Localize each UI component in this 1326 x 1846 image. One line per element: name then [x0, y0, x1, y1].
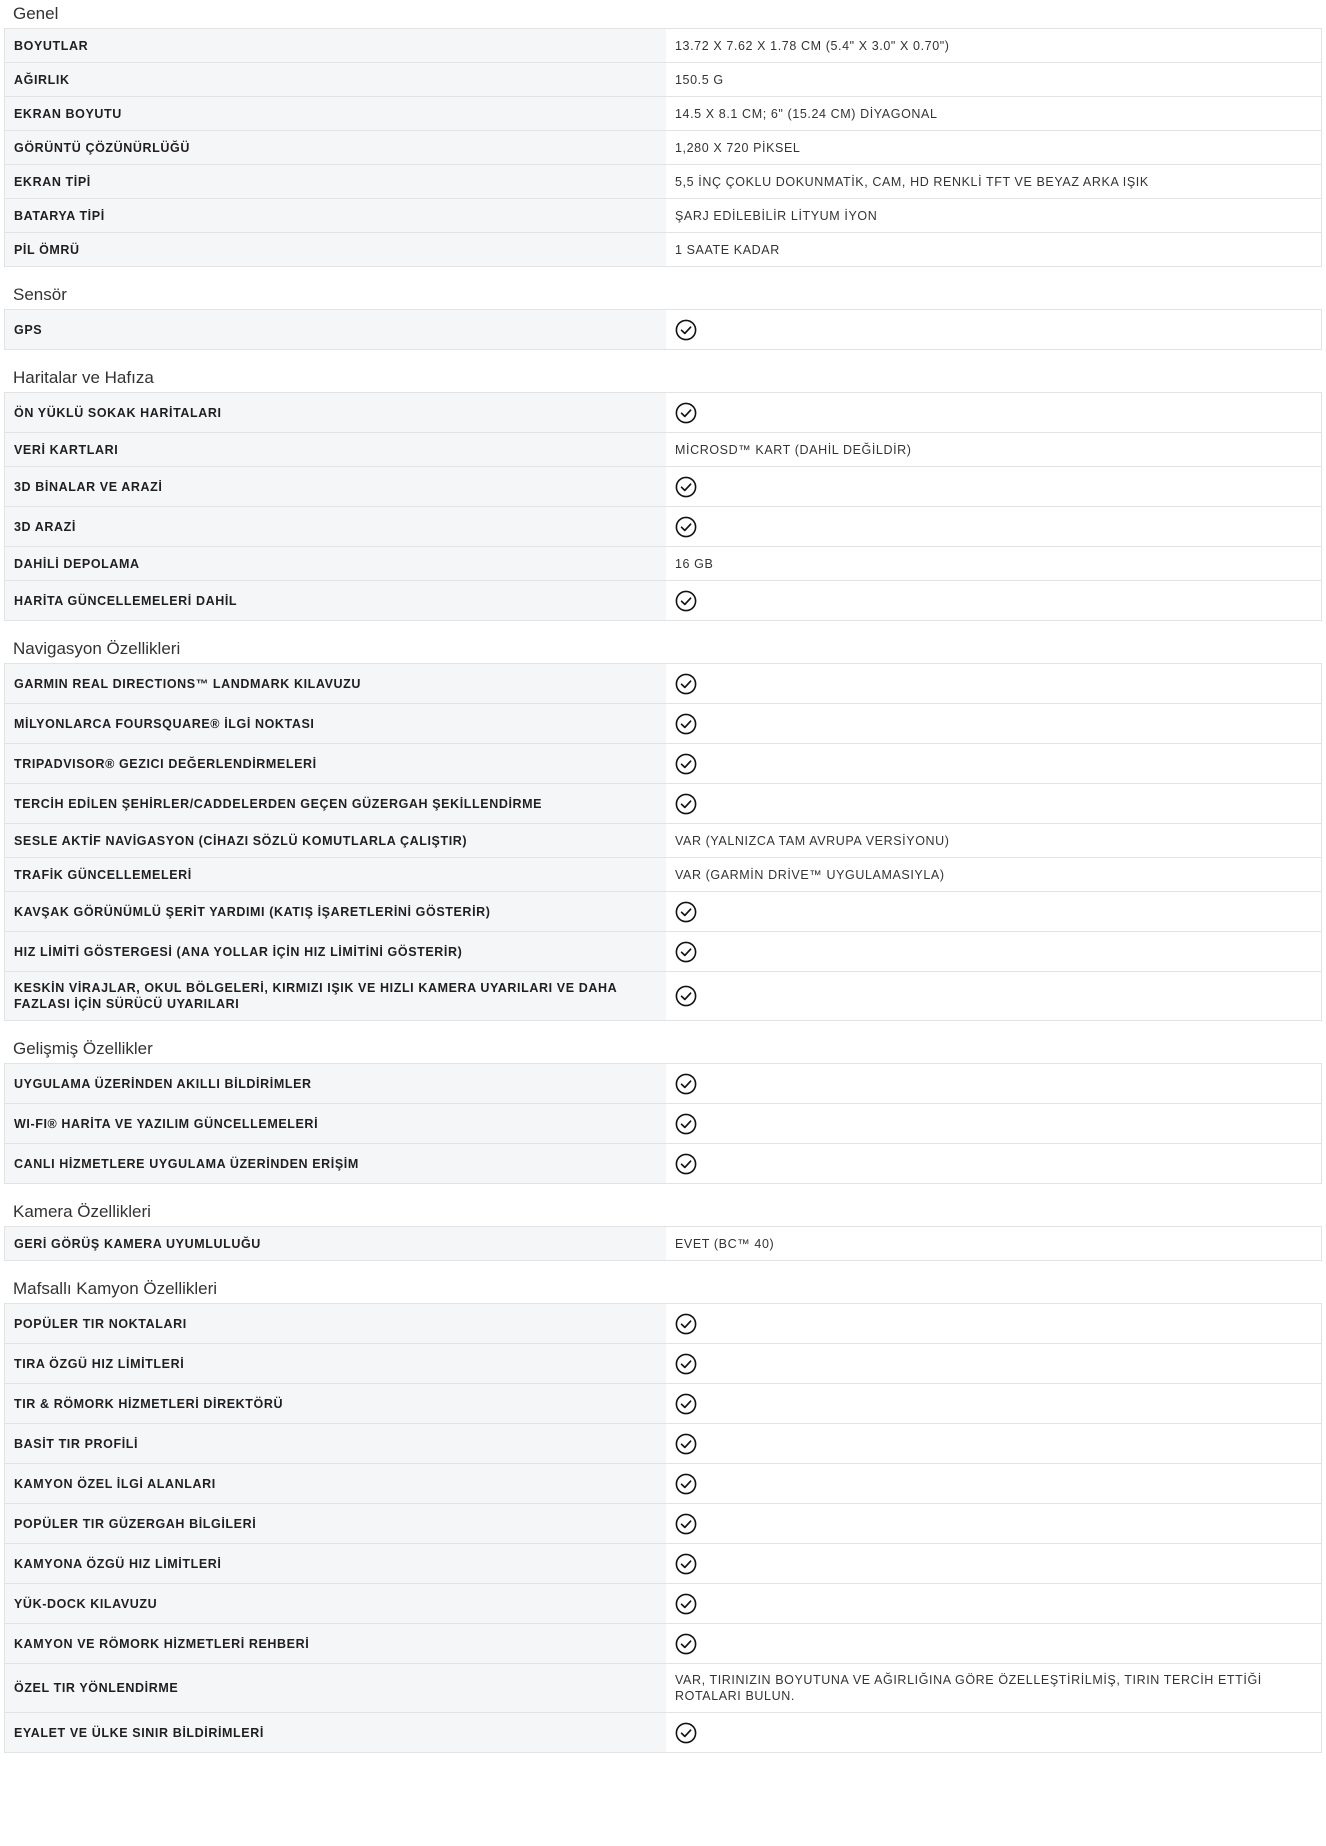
section-title: Genel — [13, 4, 59, 23]
spec-label: KESKİN VİRAJLAR, OKUL BÖLGELERİ, KIRMIZI IŞIK VE HIZLI KAMERA UYARILARI VE DAHA FAZLASI İÇİN SÜRÜCÜ UYARILARI — [5, 972, 667, 1021]
spec-value-check — [666, 1624, 1322, 1664]
spec-row — [5, 547, 1322, 581]
spec-section — [0, 1198, 1326, 1261]
spec-row — [5, 1424, 1322, 1464]
spec-value-check — [666, 1384, 1322, 1424]
spec-label: GPS — [5, 310, 667, 350]
spec-label: DAHİLİ DEPOLAMA — [5, 547, 667, 581]
spec-label: PİL ÖMRÜ — [5, 233, 667, 267]
spec-value: ŞARJ EDİLEBİLİR LİTYUM İYON — [666, 199, 1322, 233]
spec-value-check — [666, 1144, 1322, 1184]
spec-value-check — [666, 1584, 1322, 1624]
spec-section — [0, 281, 1326, 350]
spec-label: UYGULAMA ÜZERİNDEN AKILLI BİLDİRİMLER — [5, 1064, 667, 1104]
spec-value: VAR (GARMİN DRİVE™ UYGULAMASIYLA) — [666, 858, 1322, 892]
spec-label: EYALET VE ÜLKE SINIR BİLDİRİMLERİ — [5, 1713, 667, 1753]
spec-row — [5, 1624, 1322, 1664]
spec-value: 13.72 X 7.62 X 1.78 CM (5.4" X 3.0" X 0.70") — [666, 29, 1322, 63]
checkmark-circle-icon — [675, 793, 697, 815]
spec-label: POPÜLER TIR GÜZERGAH BİLGİLERİ — [5, 1504, 667, 1544]
spec-value-check — [666, 932, 1322, 972]
spec-label: ÖN YÜKLÜ SOKAK HARİTALARI — [5, 393, 667, 433]
spec-value: MİCROSD™ KART (DAHİL DEĞİLDİR) — [666, 433, 1322, 467]
checkmark-circle-icon — [675, 1722, 697, 1744]
spec-value-check — [666, 784, 1322, 824]
spec-label: WI-FI® HARİTA VE YAZILIM GÜNCELLEMELERİ — [5, 1104, 667, 1144]
section-spacer — [0, 1261, 1326, 1275]
checkmark-circle-icon — [675, 516, 697, 538]
spec-table — [4, 392, 1322, 621]
spec-row — [5, 131, 1322, 165]
spec-value: 16 GB — [666, 547, 1322, 581]
spec-row — [5, 744, 1322, 784]
spec-section — [0, 1035, 1326, 1184]
spec-value: VAR (YALNIZCA TAM AVRUPA VERSİYONU) — [666, 824, 1322, 858]
spec-label: BATARYA TİPİ — [5, 199, 667, 233]
section-spacer — [0, 350, 1326, 364]
spec-row — [5, 63, 1322, 97]
section-title: Mafsallı Kamyon Özellikleri — [13, 1279, 218, 1298]
spec-row — [5, 1464, 1322, 1504]
spec-label: AĞIRLIK — [5, 63, 667, 97]
spec-table — [4, 1063, 1322, 1184]
spec-label: EKRAN TİPİ — [5, 165, 667, 199]
spec-row — [5, 1584, 1322, 1624]
spec-value: 150.5 G — [666, 63, 1322, 97]
spec-row — [5, 233, 1322, 267]
spec-row — [5, 1104, 1322, 1144]
spec-value-check — [666, 1424, 1322, 1464]
spec-value-check — [666, 664, 1322, 704]
spec-label: TIRA ÖZGÜ HIZ LİMİTLERİ — [5, 1344, 667, 1384]
spec-table — [4, 1303, 1322, 1753]
spec-row — [5, 664, 1322, 704]
spec-row — [5, 704, 1322, 744]
checkmark-circle-icon — [675, 319, 697, 341]
spec-label: GARMIN REAL DIRECTIONS™ LANDMARK KILAVUZU — [5, 664, 667, 704]
section-spacer — [0, 1021, 1326, 1035]
spec-value: 1,280 X 720 PİKSEL — [666, 131, 1322, 165]
checkmark-circle-icon — [675, 1473, 697, 1495]
spec-row — [5, 199, 1322, 233]
checkmark-circle-icon — [675, 1313, 697, 1335]
checkmark-circle-icon — [675, 590, 697, 612]
spec-row — [5, 433, 1322, 467]
spec-section — [0, 0, 1326, 267]
section-title: Kamera Özellikleri — [13, 1202, 151, 1221]
spec-row — [5, 784, 1322, 824]
checkmark-circle-icon — [675, 1153, 697, 1175]
spec-label: YÜK-DOCK KILAVUZU — [5, 1584, 667, 1624]
spec-label: KAMYONA ÖZGÜ HIZ LİMİTLERİ — [5, 1544, 667, 1584]
spec-row — [5, 97, 1322, 131]
spec-label: TIR & RÖMORK HİZMETLERİ DİREKTÖRÜ — [5, 1384, 667, 1424]
checkmark-circle-icon — [675, 1353, 697, 1375]
spec-row — [5, 1713, 1322, 1753]
spec-value-check — [666, 581, 1322, 621]
spec-table — [4, 309, 1322, 350]
spec-value: 1 SAATE KADAR — [666, 233, 1322, 267]
spec-value-check — [666, 1064, 1322, 1104]
checkmark-circle-icon — [675, 1393, 697, 1415]
spec-section — [0, 364, 1326, 621]
spec-row — [5, 467, 1322, 507]
spec-row — [5, 1064, 1322, 1104]
spec-row — [5, 1304, 1322, 1344]
spec-value-check — [666, 1713, 1322, 1753]
spec-value-check — [666, 507, 1322, 547]
spec-value-check — [666, 467, 1322, 507]
section-title: Navigasyon Özellikleri — [13, 639, 181, 658]
spec-table — [4, 1226, 1322, 1261]
spec-value-check — [666, 1304, 1322, 1344]
spec-section — [0, 635, 1326, 1021]
spec-row — [5, 507, 1322, 547]
spec-value-check — [666, 972, 1322, 1021]
spec-row — [5, 581, 1322, 621]
spec-label: KAVŞAK GÖRÜNÜMLÜ ŞERİT YARDIMI (KATIŞ İŞARETLERİNİ GÖSTERİR) — [5, 892, 667, 932]
spec-row — [5, 1344, 1322, 1384]
spec-row — [5, 393, 1322, 433]
section-title: Sensör — [13, 285, 67, 304]
section-title: Gelişmiş Özellikler — [13, 1039, 153, 1058]
checkmark-circle-icon — [675, 1593, 697, 1615]
spec-row — [5, 1144, 1322, 1184]
spec-value-check — [666, 310, 1322, 350]
checkmark-circle-icon — [675, 476, 697, 498]
checkmark-circle-icon — [675, 673, 697, 695]
checkmark-circle-icon — [675, 985, 697, 1007]
spec-value: VAR, TIRINIZIN BOYUTUNA VE AĞIRLIĞINA GÖRE ÖZELLEŞTİRİLMİŞ, TIRIN TERCİH ETTİĞİ ROTALARI BULUN. — [666, 1664, 1322, 1713]
spec-row — [5, 29, 1322, 63]
spec-value-check — [666, 393, 1322, 433]
spec-label: EKRAN BOYUTU — [5, 97, 667, 131]
checkmark-circle-icon — [675, 1113, 697, 1135]
spec-row — [5, 932, 1322, 972]
spec-value: 14.5 X 8.1 CM; 6" (15.24 CM) DİYAGONAL — [666, 97, 1322, 131]
spec-label: HARİTA GÜNCELLEMELERİ DAHİL — [5, 581, 667, 621]
spec-value: EVET (BC™ 40) — [666, 1227, 1322, 1261]
spec-label: HIZ LİMİTİ GÖSTERGESİ (ANA YOLLAR İÇİN HIZ LİMİTİNİ GÖSTERİR) — [5, 932, 667, 972]
checkmark-circle-icon — [675, 941, 697, 963]
spec-label: ÖZEL TIR YÖNLENDİRME — [5, 1664, 667, 1713]
spec-value: 5,5 İNÇ ÇOKLU DOKUNMATİK, CAM, HD RENKLİ TFT VE BEYAZ ARKA IŞIK — [666, 165, 1322, 199]
spec-value-check — [666, 1544, 1322, 1584]
section-spacer — [0, 621, 1326, 635]
spec-label: 3D ARAZİ — [5, 507, 667, 547]
spec-label: TRIPADVISOR® GEZICI DEĞERLENDİRMELERİ — [5, 744, 667, 784]
spec-label: TERCİH EDİLEN ŞEHİRLER/CADDELERDEN GEÇEN GÜZERGAH ŞEKİLLENDİRME — [5, 784, 667, 824]
spec-row — [5, 1664, 1322, 1713]
spec-value-check — [666, 892, 1322, 932]
spec-row — [5, 824, 1322, 858]
spec-label: KAMYON ÖZEL İLGİ ALANLARI — [5, 1464, 667, 1504]
spec-row — [5, 1384, 1322, 1424]
spec-row — [5, 310, 1322, 350]
spec-table — [4, 663, 1322, 1021]
spec-label: POPÜLER TIR NOKTALARI — [5, 1304, 667, 1344]
spec-label: KAMYON VE RÖMORK HİZMETLERİ REHBERİ — [5, 1624, 667, 1664]
spec-row — [5, 1504, 1322, 1544]
spec-row — [5, 858, 1322, 892]
checkmark-circle-icon — [675, 753, 697, 775]
spec-row — [5, 1544, 1322, 1584]
spec-label: TRAFİK GÜNCELLEMELERİ — [5, 858, 667, 892]
spec-label: GERİ GÖRÜŞ KAMERA UYUMLULUĞU — [5, 1227, 667, 1261]
checkmark-circle-icon — [675, 1553, 697, 1575]
section-title: Haritalar ve Hafıza — [13, 368, 154, 387]
spec-section — [0, 1275, 1326, 1753]
checkmark-circle-icon — [675, 1433, 697, 1455]
checkmark-circle-icon — [675, 713, 697, 735]
spec-row — [5, 972, 1322, 1021]
checkmark-circle-icon — [675, 1633, 697, 1655]
spec-value-check — [666, 704, 1322, 744]
spec-value-check — [666, 1104, 1322, 1144]
checkmark-circle-icon — [675, 1513, 697, 1535]
spec-value-check — [666, 1344, 1322, 1384]
spec-table — [4, 28, 1322, 267]
spec-label: 3D BİNALAR VE ARAZİ — [5, 467, 667, 507]
spec-label: BOYUTLAR — [5, 29, 667, 63]
spec-label: BASİT TIR PROFİLİ — [5, 1424, 667, 1464]
spec-value-check — [666, 744, 1322, 784]
checkmark-circle-icon — [675, 901, 697, 923]
spec-label: CANLI HİZMETLERE UYGULAMA ÜZERİNDEN ERİŞİM — [5, 1144, 667, 1184]
checkmark-circle-icon — [675, 1073, 697, 1095]
spec-label: VERİ KARTLARI — [5, 433, 667, 467]
spec-label: GÖRÜNTÜ ÇÖZÜNÜRLÜĞÜ — [5, 131, 667, 165]
spec-row — [5, 1227, 1322, 1261]
spec-value-check — [666, 1464, 1322, 1504]
spec-value-check — [666, 1504, 1322, 1544]
section-spacer — [0, 267, 1326, 281]
spec-row — [5, 165, 1322, 199]
spec-label: MİLYONLARCA FOURSQUARE® İLGİ NOKTASI — [5, 704, 667, 744]
checkmark-circle-icon — [675, 402, 697, 424]
spec-row — [5, 892, 1322, 932]
spec-label: SESLE AKTİF NAVİGASYON (CİHAZI SÖZLÜ KOMUTLARLA ÇALIŞTIR) — [5, 824, 667, 858]
section-spacer — [0, 1184, 1326, 1198]
